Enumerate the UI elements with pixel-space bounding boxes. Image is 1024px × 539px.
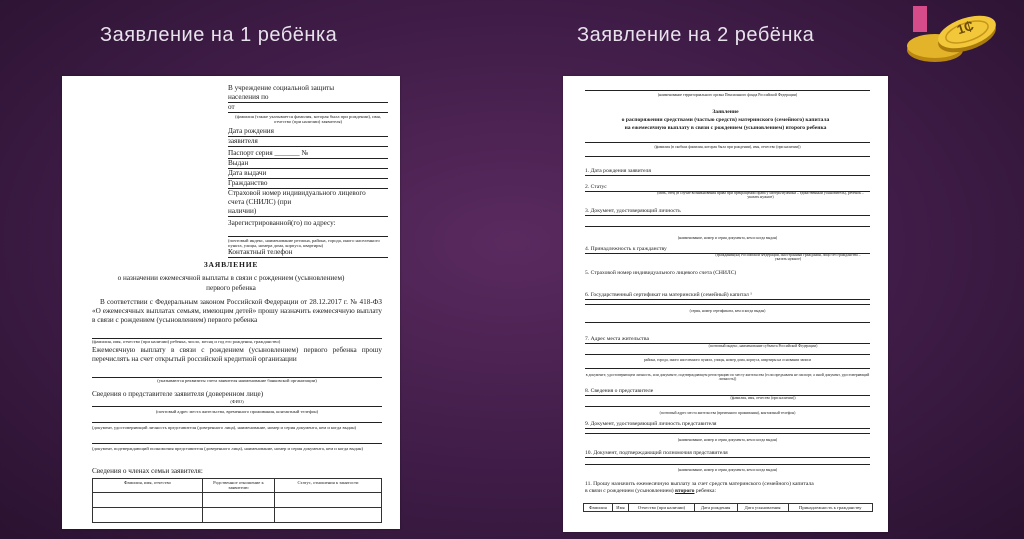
doc2-subtitle-1: о распоряжении средствами (частью средств) материнского (семейного) капитала <box>621 117 830 123</box>
field-snils-3: наличии) <box>228 207 388 217</box>
item-11-line-1: 11. Прошу назначить ежемесячную выплату за счет средств материнского (семейного) капитала <box>585 481 814 487</box>
addressee-line-3: от <box>228 103 388 113</box>
item-11-text: в связи с рождением (усыновлением) <box>585 487 674 494</box>
blank-line <box>585 364 870 369</box>
doc1-title: ЗАЯВЛЕНИЕ <box>203 260 259 269</box>
hint-applicant-name: (фамилия (в скобках фамилия, которая была при рождении), имя, отчество (при наличии)) <box>654 145 801 149</box>
field-citizenship: Гражданство <box>228 179 388 189</box>
hint-representative: (фамилия, имя, отчество (при наличии)) <box>730 396 796 400</box>
application-form-second-child <box>563 76 888 532</box>
logo-text: 1₵ <box>955 17 976 38</box>
addressee-line-1: В учреждение социальной защиты <box>228 84 335 92</box>
item-rep-authority: 10. Документ, подтверждающий полномочия представителя <box>585 450 870 458</box>
hint-address: (почтовый индекс, наименование региона, района, города, иного населенного пункта, улицы, номера дома, корпуса, квартиры) <box>228 237 380 248</box>
rep-fio: (ФИО) <box>230 399 244 404</box>
item-rep-identity: 9. Документ, удостоверяющий личность представителя <box>585 421 870 429</box>
hint-rep-doc: (документ, удостоверяющий личность представителя (доверенного лица), наименование, номер и серия документа, кем и когда выдан) <box>92 425 357 430</box>
hint-rep-authority: (документ, подтверждающий полномочия представителя (доверенного лица), наименование, номер и серия документа, кем и когда выдан) <box>92 446 363 451</box>
hint-bank: (указываются реквизиты счета заявителя наименование банковской организации) <box>157 378 317 383</box>
blank-line <box>585 156 870 157</box>
table-header-cell: Отчество (при наличии) <box>629 504 694 512</box>
doc2-children-table <box>583 503 873 512</box>
blank-line <box>585 222 870 227</box>
table-header-row <box>93 479 382 493</box>
blank-line <box>585 142 870 143</box>
blank-line <box>228 228 388 237</box>
heading-second-child: Заявление на 2 ребёнка <box>577 24 815 46</box>
doc1-body-1: В соответствии с Федеральным законом Российской Федерации от 28.12.2017 г. № 418-ФЗ «О ежемесячных выплатах семьям, имеющим детей» прошу назначить ежемесячную выплату в связи с рождением (усыновлением) первого ребенка <box>92 298 382 324</box>
hint-address-3: в документе, удостоверяющем личность, или документе, подтверждающем регистрацию по месту жительства (если предъявлен не паспорт, а иной документ, удостоверяющий личность)) <box>585 373 870 382</box>
table-header-row <box>584 504 873 512</box>
blank-line <box>92 332 382 339</box>
blank-line <box>92 422 382 423</box>
coins-logo <box>905 6 1015 68</box>
hint-rep-authority: (наименование, номер и серия документа, кем и когда выдан) <box>677 468 778 472</box>
field-snils-1: Страховой номер индивидуального лицевого <box>228 188 366 197</box>
field-registered-address: Зарегистрированной(го) по адресу: <box>228 218 336 227</box>
blank-line <box>585 460 870 465</box>
table-row <box>93 492 382 507</box>
table-header-cell: Принадлежность к гражданству <box>788 504 872 512</box>
table-header-cell: Родственное отношение к заявителю <box>202 479 274 493</box>
table-header-cell: Имя <box>612 504 629 512</box>
addressee-line-2: населения по <box>228 93 388 103</box>
item-11-child: ребенка: <box>695 487 717 494</box>
blank-line <box>585 90 870 91</box>
doc1-family-heading: Сведения о членах семьи заявителя: <box>92 467 203 475</box>
item-certificate: 6. Государственный сертификат на материнский (семейный) капитал ¹ <box>585 292 870 300</box>
table-header-cell: Дата рождения <box>694 504 737 512</box>
hint-citizenship: (гражданин(ка) Российской Федерации, иностранный гражданин, лицо без гражданства – указать нужное) <box>715 253 861 262</box>
blank-line <box>585 300 870 305</box>
table-row <box>93 507 382 522</box>
item-status: 2. Статус <box>585 184 870 192</box>
hint-rep-identity: (наименование, номер и серия документа, кем и когда выдан) <box>677 438 778 442</box>
hint-certificate: (серия, номер сертификата, кем и когда выдан) <box>689 309 766 313</box>
doc2-subtitle-2: на ежемесячную выплату в связи с рождением (усыновлением) второго ребенка <box>624 125 827 131</box>
blank-line <box>92 443 382 444</box>
blank-line <box>92 406 382 407</box>
item-citizenship: 4. Принадлежность к гражданству <box>585 246 870 254</box>
hint-pension-office: (наименование территориального органа Пенсионного фонда Российской Федерации) <box>657 93 798 97</box>
item-identity-doc: 3. Документ, удостоверяющий личность <box>585 208 870 216</box>
doc1-representative: Сведения о представителе заявителя (доверенном лице) <box>92 390 264 398</box>
field-phone: Контактный телефон <box>228 248 388 258</box>
item-address: 7. Адрес места жительства <box>585 336 870 344</box>
table-header-cell: Статус, отношения к занятости <box>275 479 382 493</box>
hint-address-1: (почтовый индекс, наименование субъекта Российской Федерации) <box>708 344 818 348</box>
field-passport: Паспорт серия _______ № <box>228 149 388 159</box>
blank-line <box>585 429 870 434</box>
hint-status: (мать, отец (в случае возникновения права при прекращении права у матери/мужчина – единственный усыновитель), ребенок – указать нужное) <box>657 191 864 200</box>
hint-child: (фамилия, имя, отчество (при наличии) ребенка, число, месяц и год его рождения, гражданство) <box>92 339 281 344</box>
item-11-line-2 <box>585 488 875 495</box>
blank-line <box>585 316 870 323</box>
item-representative: 8. Сведения о представителе <box>585 388 870 396</box>
hint-identity-doc: (наименование, номер и серия документа, кем и когда выдан) <box>677 236 778 240</box>
hint-address-2: района, города, иного населенного пункта, улицы, номер дома, корпуса, квартиры на основании записи <box>643 358 812 362</box>
field-birth-date: Дата рождения <box>228 127 388 137</box>
table-header-cell: Дата усыновления <box>737 504 788 512</box>
heading-first-child: Заявление на 1 ребёнка <box>100 24 338 46</box>
item-birth-date: 1. Дата рождения заявителя <box>585 168 870 176</box>
doc1-body-2: Ежемесячную выплату в связи с рождением (усыновлением) первого ребенка прошу перечислять на счет открытый российской кредитной организации <box>92 346 382 363</box>
doc2-title: Заявление <box>712 109 739 115</box>
hint-representative-2: (почтовый адрес места жительства (временного проживания), контактный телефон) <box>659 411 796 415</box>
blank-line <box>585 350 870 355</box>
field-issue-date: Дата выдачи <box>228 169 388 179</box>
item-11-request <box>585 481 875 494</box>
doc1-subtitle-2: первого ребенка <box>206 284 256 292</box>
application-form-first-child <box>62 76 400 529</box>
blank-line <box>585 402 870 407</box>
doc1-family-table <box>92 478 382 523</box>
logo-tab <box>913 6 927 32</box>
field-snils-2: счета (СНИЛС) (при <box>228 197 292 206</box>
item-snils: 5. Страховой номер индивидуального лицевого счета (СНИЛС) <box>585 270 737 276</box>
table-header-cell: Фамилия <box>584 504 613 512</box>
item-11-ordinal: второго <box>675 487 695 494</box>
table-header-cell: Фамилия, имя, отчество <box>93 479 203 493</box>
field-issued: Выдан <box>228 159 388 169</box>
blank-line <box>92 371 382 378</box>
field-applicant: заявителя <box>228 137 388 147</box>
hint-rep-address: (почтовый адрес места жительства, временного проживания, контактный телефон) <box>155 409 319 414</box>
doc1-subtitle-1: о назначении ежемесячной выплаты в связи с рождением (усыновлением) <box>117 274 345 282</box>
hint-applicant-name: (фамилия (также указывается фамилия, которая была при рождении), имя, отчество (при наличии) заявителя) <box>235 114 381 125</box>
